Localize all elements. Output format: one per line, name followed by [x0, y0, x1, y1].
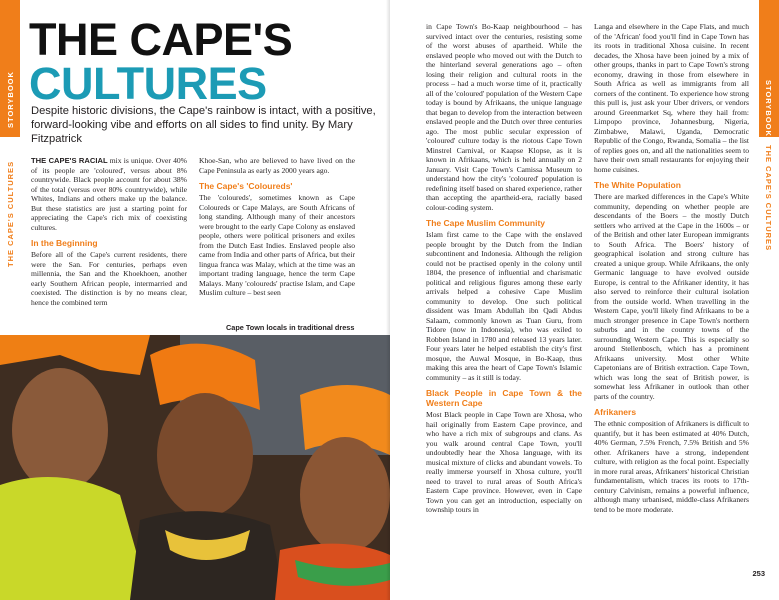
paragraph-bo-kaap: in Cape Town's Bo-Kaap neighbourhood – has survived intact over the centuries, resisting some of the worst abuses of apartheid. While the enslaved people who moved out with the Dutch to the hinterland several generations ago – often losing their religion and cultural roots in the process – had a much worse time of it, practically all of the 'coloured' population of the Western Cape today is bound by Afrikaans, the unique language that began to develop from the interaction between enslaved people and the Dutch over three centuries ago. The most public secular expression of 'coloured' culture today is the riotous Cape Town Minstrel Carnival, or Kaapse Klopse, as it is known in Afrikaans, which is held annually on 2 January. Visit Cape Town's Camissa Museum to understand how the city's 'coloured' population is redefining itself based on shared experience, rather than accepting the apartheid-era, racially based colour-coding system.: [426, 22, 582, 212]
paragraph-black-people: Most Black people in Cape Town are Xhosa, who hail originally from Eastern Cape province, and who have a rich mix of subgroups and clans. As you walk around central Cape Town, you'll undoubtedly hear the Xhosa language, with its musical mixture of clicks and abundant vowels. To really immerse yourself in Xhosa culture, you'll need to travel to rural areas of South Africa's Eastern Cape province. However, even in Cape Town you can get an introduction, especially on township tours in: [426, 410, 582, 514]
heading-afrikaners: Afrikaners: [594, 407, 637, 417]
photo-cape-town-locals: [0, 335, 390, 600]
heading-coloureds: The Cape's 'Coloureds': [199, 181, 293, 191]
side-tab-section-label-right: STORYBOOK: [764, 80, 773, 137]
side-tab-storybook-right: [759, 0, 779, 137]
paragraph-white-population: There are marked differences in the Cape's White community, depending on whether people are descendants of the Boers – the mostly Dutch settlers who arrived at the Cape in the 1600s – or of the British and other later European immigrants to South Africa. The Boers' history of geographical isolation and strong culture has created a unique group. While Afrikaans, the only Germanic language to have evolved outside Europe, is central to the Afrikaner identity, it has also served to reinforce their cultural isolation from the outside world. When travelling in the Western Cape, you'll likely find Afrikaans to be a much stronger presence in Cape Town's northern suburbs and in the country towns of the surrounding Western Cape. This is especially so around Stellenbosch, which has a prominent Afrikaans university. Most other White Capetonians are of British extraction. Cape Town, which was long the seat of British power, is somewhat less Afrikaner in outlook than other parts of the country.: [594, 192, 749, 401]
photo-caption: Cape Town locals in traditional dress: [226, 323, 355, 332]
side-tab-section-label: STORYBOOK: [6, 71, 15, 128]
body-column-2: [199, 156, 355, 298]
page-number: 253: [752, 569, 765, 578]
body-column-3: [426, 22, 582, 515]
article-title-line1: THE CAPE'S: [29, 14, 293, 65]
heading-in-the-beginning: In the Beginning: [31, 238, 98, 248]
paragraph-cape-muslim: Islam first came to the Cape with the enslaved people brought by the Dutch from the Indian subcontinent and Indonesia. Although the religion could not be practised openly in the colony until 1804, the presence of influential and charismatic political and religious figures among these early arrivals helped a cohesive Cape Muslim community to develop. One such political dissident was Imam Abdullah ibn Qadi Abdus Salaam, commonly known as Tuan Guru, from Tidore (now in Indonesia), who was exiled to Robben Island in 1780 and released 13 years later. Four years later he helped establish the city's first mosque, the Auwal Mosque, in Bo-Kaap, thus making this area the heart of Cape Town's Islamic community – as it still is today.: [426, 230, 582, 382]
heading-white-population: The White Population: [594, 180, 681, 190]
side-tab-chapter-label-right: THE CAPE'S CULTURES: [764, 145, 773, 252]
standfirst: Despite historic divisions, the Cape's rainbow is intact, with a positive, forward-looking vibe and efforts on all sides to find unity. By Mary Fitzpatrick: [31, 105, 376, 145]
paragraph-coloureds: The 'coloureds', sometimes known as Cape Coloureds or Cape Malays, are South Africans of long standing. Although many of their ancestors were brought to the early Cape Colony as enslaved people, others were political prisoners and exiles from the Dutch East Indies. Enslaved people also came from India and other parts of Africa, but their lingua franca was Malay, which at the time was an important trading language, hence the term Cape Malays. Many 'coloureds' practise Islam, and Cape Muslim culture – best seen: [199, 193, 355, 297]
paragraph-langa: Langa and elsewhere in the Cape Flats, and much of the 'African' food you'll find in Cape Town has its roots in traditional Xhosa cuisine. In recent decades, the Xhosa have been joined by a mix of other groups, thanks in part to Cape Town's strong economy, drawing in those from elsewhere in South Africa as well as immigrants from all corners of the continent. To experience how strong this pull is, just ask your Uber drivers, or vendors around Greenmarket Sq, where they hail from: Limpopo province, Johannesburg, Nigeria, Zimbabwe, Malawi, Uganda, Democratic Republic of the Congo, Rwanda, Somalia – the list of replies goes on, and all the nationalities seem to have their own small restaurants for enjoying their home cuisines.: [594, 22, 749, 174]
side-tab-chapter: [0, 137, 20, 297]
right-page: [390, 0, 779, 600]
side-tab-chapter-label: THE CAPE'S CULTURES: [6, 160, 15, 267]
article-title: [29, 14, 293, 109]
side-tab-storybook: [0, 0, 20, 137]
body-column-1: [31, 156, 187, 307]
paragraph-khoe-san: Khoe-San, who are believed to have lived on the Cape Peninsula as early as 2000 years ago.: [199, 156, 355, 175]
heading-black-people: Black People in Cape Town & the Western Cape: [426, 388, 582, 408]
intro-paragraph: mix is unique. Over 40% of its people are 'coloured', versus about 8% countrywide. Black people account for about 38% of the total (versus over 80% countrywide), while Whites, Indians and others make up the balance. But these statistics are just a starting point for appreciating the Cape's rich mix of coexisting cultures.: [31, 156, 187, 232]
side-tab-chapter-right: [759, 137, 779, 297]
lead-in: THE CAPE'S RACIAL: [31, 156, 108, 165]
paragraph-beginning: Before all of the Cape's current residents, there were the San. For centuries, perhaps even millennia, the San and the Khoekhoen, another early Southern African people, intermarried and coexisted. The distinction is by no means clear, hence the combined term: [31, 250, 187, 307]
paragraph-afrikaners: The ethnic composition of Afrikaners is difficult to quantify, but it has been estimated at 40% Dutch, 40% German, 7.5% French, 7.5% British and 5% other. Afrikaners have a strong, independent culture, with religion as the focal point. Especially in more rural areas, Afrikaners' historical Christian fundamentalism, which traces its roots to 17th-century Calvinism, remains a powerful influence, although many urbanised, middle-class Afrikaners tend to be more moderate.: [594, 419, 749, 514]
article-title-line2: CULTURES: [29, 58, 267, 109]
photo-illustration: [0, 335, 390, 600]
body-column-4: [594, 22, 749, 514]
heading-cape-muslim-community: The Cape Muslim Community: [426, 218, 546, 228]
